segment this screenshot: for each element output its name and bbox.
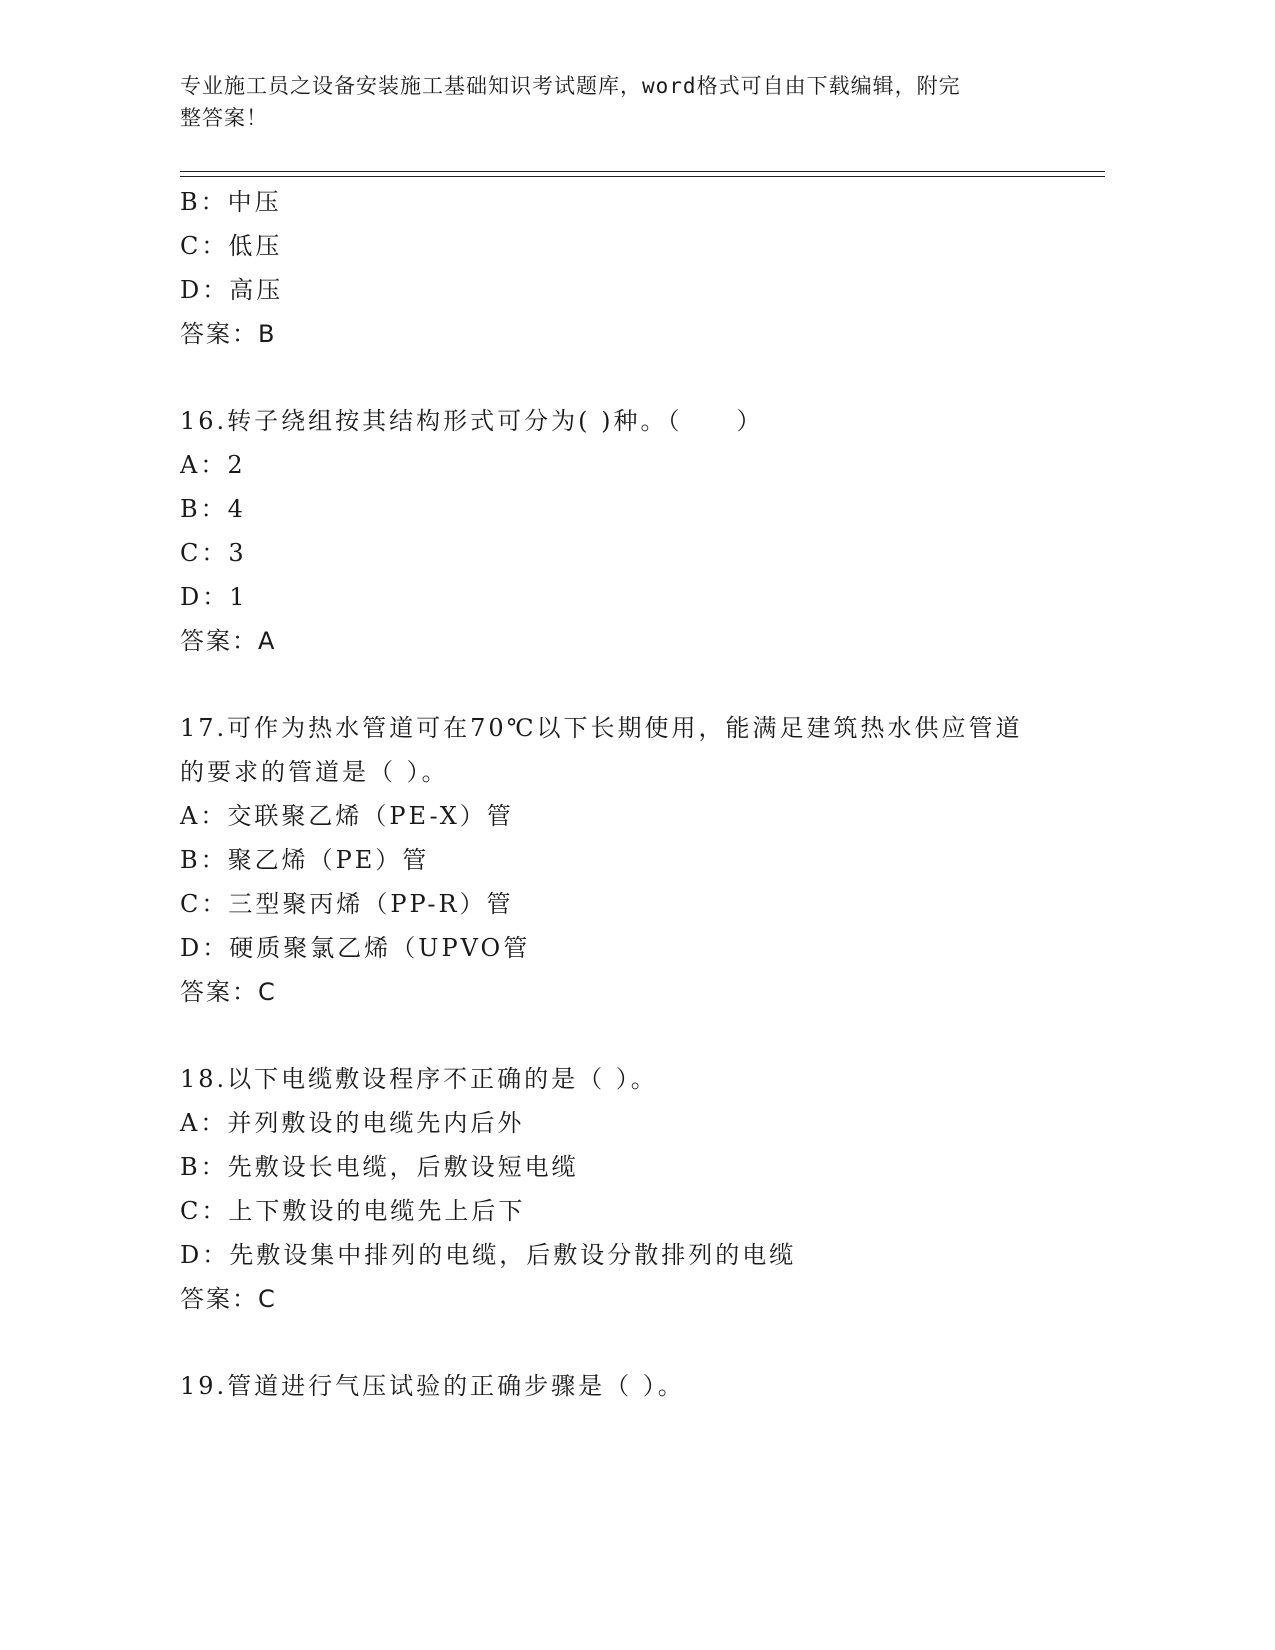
answer-line: 答案：B [180,320,277,348]
option-d: D：硬质聚氯乙烯（UPVO管 [180,934,531,962]
answer-line: 答案：C [180,978,277,1006]
answer-line: 答案：A [180,627,277,655]
question-block-18 [180,1057,1080,1321]
question-text-continued: 的要求的管道是（ ）。 [180,758,449,786]
option-d: D：1 [180,583,248,611]
question-text: 16.转子绕组按其结构形式可分为( )种。（ ） [180,407,764,435]
option-c: C：低压 [180,232,283,260]
question-text: 18.以下电缆敷设程序不正确的是（ ）。 [180,1065,658,1093]
option-b: B：聚乙烯（PE）管 [180,846,430,874]
option-a: A：2 [180,451,246,479]
option-b: B：4 [180,495,246,523]
question-text: 19.管道进行气压试验的正确步骤是（ ）。 [180,1372,685,1400]
option-a: A：交联聚乙烯（PE-X）管 [180,802,514,830]
header-rule-bottom [180,176,1105,177]
option-b: B：先敷设长电缆，后敷设短电缆 [180,1153,579,1181]
question-block-17 [180,706,1080,1014]
answer-line: 答案：C [180,1285,277,1313]
option-a: A：并列敷设的电缆先内后外 [180,1109,525,1137]
header-line-2: 整答案！ [180,106,268,130]
option-b: B：中压 [180,188,282,216]
header-rule-top [180,171,1105,172]
option-c: C：3 [180,539,247,567]
question-block-19 [180,1364,1080,1408]
question-block-15 [180,180,1080,356]
question-text: 17.可作为热水管道可在70℃以下长期使用，能满足建筑热水供应管道 [180,714,1023,742]
option-d: D：先敷设集中排列的电缆，后敷设分散排列的电缆 [180,1241,797,1269]
option-d: D：高压 [180,276,284,304]
option-c: C：上下敷设的电缆先上后下 [180,1197,526,1225]
question-block-16 [180,399,1080,663]
header-line-1: 专业施工员之设备安装施工基础知识考试题库，word格式可自由下载编辑，附完 [180,74,961,98]
document-header [180,70,1040,134]
question-list [180,180,1080,1408]
option-c: C：三型聚丙烯（PP-R）管 [180,890,514,918]
